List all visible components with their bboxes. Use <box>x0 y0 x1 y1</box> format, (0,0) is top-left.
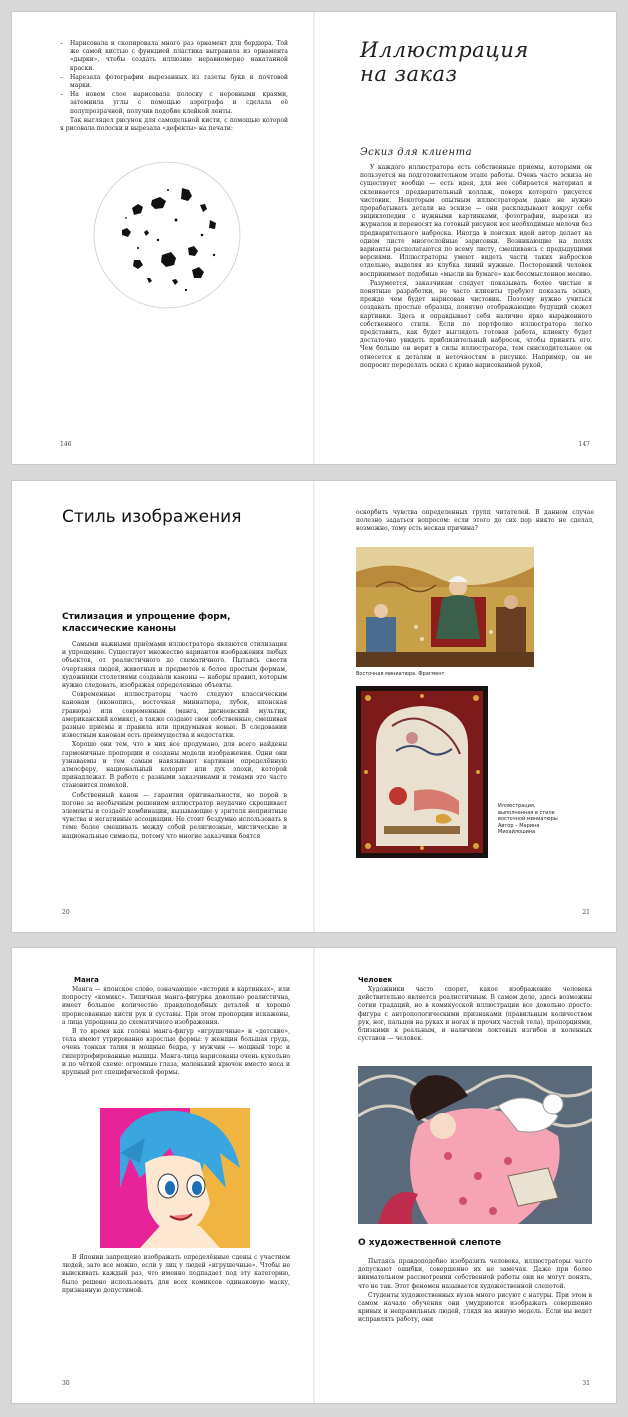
section-title: Эскиз для клиента <box>360 147 473 158</box>
page-20-text <box>62 641 287 842</box>
paragraph: Самыми важными приёмами иллюстратора являются стилизация и упрощение. Существует множество вариантов изображения любых объектов, от реалистичного до схематичного. Пытаясь свести очертания людей, животных и предметов к более простым формам, художники столетиями создавали каноны — наборы правил, которым нужно следовать, изображая определенные объекты. <box>62 641 287 690</box>
caption-line: Иллюстрация, <box>498 803 536 809</box>
title-line: Иллюстрация <box>360 38 529 62</box>
page-30-text-bottom <box>62 1254 290 1296</box>
page-title <box>360 38 529 86</box>
page-number: 146 <box>60 441 72 448</box>
page-30 <box>12 948 314 1403</box>
subtitle-line: классические каноны <box>62 624 176 634</box>
page-20 <box>12 481 314 932</box>
brush-paragraph: Так выглядел рисунок для самодельной кисти, с помощью которой я рисовала полоски и вырезала «дефекты» на печати: <box>60 116 288 133</box>
technique-list <box>60 40 288 116</box>
miniature-image <box>356 547 534 667</box>
caption-line: Михайлошина <box>498 829 536 835</box>
page-147 <box>314 12 616 464</box>
page-21-text <box>356 509 594 535</box>
paragraph: Художники часто спорят, какое изображение человека действительно является реалистичным. В самом деле, здесь возможны сотни градаций, но в комикусской иллюстрации все довольно просто: фигура с антропологическими признаками (правильным количеством рук, ног, пальцев на руках и ногах и прочих частей тела), пропорциями, близкими к реальным, и наличием локтевых изгибов и коленных суставов — человек. <box>358 986 592 1043</box>
ornament-illustration <box>356 686 488 858</box>
girl-cat-illustration <box>358 1066 592 1224</box>
paragraph: В Японии запрещено изображать определённые сцены с участием людей, зато все можно, если у лиц у людей «игрушечные». Чтобы не выискивать каждый раз, что именно подпадает под эту категорию, было решено использовать для всех комиксов одинаковую маску, признанную допустимой. <box>62 1254 290 1294</box>
manga-illustration <box>100 1108 250 1248</box>
paragraph: Пытаясь правдоподобно изобразить человека, иллюстраторы часто допускают ошибки, совершенно их не замечая. Даже при более внимательном рассмотрении собственной работы они не могут понять, что не так. Этот феномен называется художественной слепотой. <box>358 1258 592 1290</box>
caption-line: выполненная в стиле <box>498 809 555 816</box>
caption-line: Автор – Марина <box>498 822 540 829</box>
paragraph: У каждого иллюстратора есть собственные приемы, которыми он пользуется на подготовительном этапе работы. Очень часто эскиза не существует вообще — есть идея, для нее собирается материал и склеивается предварительный коллаж, поверх которого рисуется чистовик. Некоторым опытным иллюстраторам даже не нужно прорабатывать детали на эскизе — они раскладывают вокруг себя энциклопедии с нужными картинками, фотографии, вырезки из журналов и переносят на готовый рисунок все необходимые мелочи без предварительного наброска. Иногда в поисках идей автор делает на одном листе многослойные зарисовки. Возникающие на полях варианты располагаются по всему листу, смешиваясь с предыдущими версиями. Иллюстраторы умеют видеть части таких набросков отдельно, выделяя из клубка линий нужные. Посторонний человек воспринимает подобные «мысли на бумаге» как бессмысленное месиво. <box>360 164 592 278</box>
page-number: 21 <box>582 909 590 916</box>
spread-30-31 <box>12 948 616 1403</box>
list-item: – На новом слое нарисовала полоску с неровными краями, затемнила углы с помощью аэрографа и сделала её полупрозрачной, получив подобие клейкой ленты. <box>60 91 288 116</box>
page-21 <box>314 481 616 932</box>
subtitle-line: Стилизация и упрощение форм, <box>62 612 231 622</box>
page-title: Стиль изображения <box>62 507 242 527</box>
page-number: 30 <box>62 1380 70 1387</box>
caption <box>498 803 578 836</box>
page-30-text <box>62 986 290 1078</box>
section-title: Человек <box>358 976 393 984</box>
page-31-text-bottom <box>358 1258 592 1326</box>
page-146 <box>12 12 314 464</box>
paragraph: Хорошо они тем, что в них все продумано, для всего найдены гармоничные пропорции и созданы модели изображения. Одни они узнаваемы и тем самым навязывают картинам определённую атмосферу, национальный колорит или дух эпохи, которой принадлежат. В работе с разными заказчиками и темами это часто становится помехой. <box>62 741 287 790</box>
brush-texture-circle <box>92 160 242 310</box>
caption: Восточная миниатюра. Фрагмент <box>356 671 445 677</box>
page-31 <box>314 948 616 1403</box>
paragraph: Разумеется, заказчикам следует показывать более чистые и понятные разработки, но часто клиенты требуют показать эскиз, прежде чем будет нарисован чистовик. Поэтому нужно учиться создавать простые образцы, понятно отображающие будущий сюжет картинки. Здесь и оправдывает себя наличие ярко выраженного собственного стиля. Если по портфолио иллюстратора легко представить, как будет выглядеть готовая работа, клиенту будет достаточно увидеть приблизительный набросок, чтобы принять его. Чем больше он верит в силы иллюстратора, тем снисходительнее он отнесется к деталям и неточностям в рисунке. Например, он не попросит переделать эскиз с криво нарисованной рукой, <box>360 279 592 369</box>
section-title: Манга <box>74 976 99 984</box>
page-number: 20 <box>62 909 70 916</box>
list-item: – Нарезала фотографии вырезанных из газеты букв и почтовой марки. <box>60 74 288 90</box>
title-line: на заказ <box>360 62 458 86</box>
page-146-text <box>60 40 288 134</box>
paragraph: Собственный канон — гарантия оригинальности, но порой в погоне за необычным решением иллюстратор неудачно скрещивает элементы и создаёт комбинации, вызывающие у зрителя неприятные чувства и негативные ассоциации. Не стоит бездумно использовать в теме более смешивать между собой религиозные, мистические и национальные символы, потому что многие заказчики боятся <box>62 791 287 840</box>
paragraph: Манга — японское слово, означающее «история в картинках», или попросту «комикс». Типичная манга-фигурка довольно реалистична, имеет большое количество правдоподобных деталей и хорошо прорисованные кисти рук и суставы. При этом пропорции искажены, а лица упрощены до схематичного изображения. <box>62 986 290 1026</box>
paragraph: В то время как головы манга-фигур «игрушечные» и «детские», тела имеют утрированно взрослые формы: у женщин большая грудь, очень тонкая талия и мощные бедра, у мужчин — мощный торс и гипертрофированные мышцы. Манга-лица нарисованы очень кукольно и по чёткой схеме: огромные глаза, маленький крючок вместо носа и крупный рот специфической формы. <box>62 1028 290 1077</box>
spread-20-21 <box>12 481 616 932</box>
page-147-text <box>360 164 592 371</box>
list-item: – Нарисовала и скопировала много раз орнамент для бордюра. Той же самой кистью с функцией пластика вытравила из орнамента «дырки», чтобы создать иллюзию неравномерно накатанной краски. <box>60 40 288 73</box>
page-31-text <box>358 986 592 1044</box>
paragraph: Современные иллюстраторы часто следуют классическим канонам (иконопись, восточная миниатюра, лубок, японская гравюра) или современным (манга, диснеевский мультик, американский комикс), а также создают свои собственные, смешивая разные приемы и правила или придумывая новые. В следовании известным канонам есть преимущества и недостатки. <box>62 691 287 740</box>
section-title: О художественной слепоте <box>358 1238 502 1248</box>
spread-146-147 <box>12 12 616 464</box>
page-number: 147 <box>578 441 590 448</box>
page-number: 31 <box>582 1380 590 1387</box>
caption-line: восточной миниатюры <box>498 816 558 822</box>
paragraph: Студенты художественных вузов много рисуют с натуры. При этом в самом начале обучения они умудряются изображать совершенно кривых и неправильных людей, глядя на живую модель. Если вы ведет исправлять работу, они <box>358 1291 592 1324</box>
section-title <box>62 611 231 635</box>
paragraph: оскорбить чувства определенных групп читателей. В данном случае полезно задаться вопросом: если этого до сих пор никто не сделал, возможно, тому есть веская причина? <box>356 509 594 533</box>
